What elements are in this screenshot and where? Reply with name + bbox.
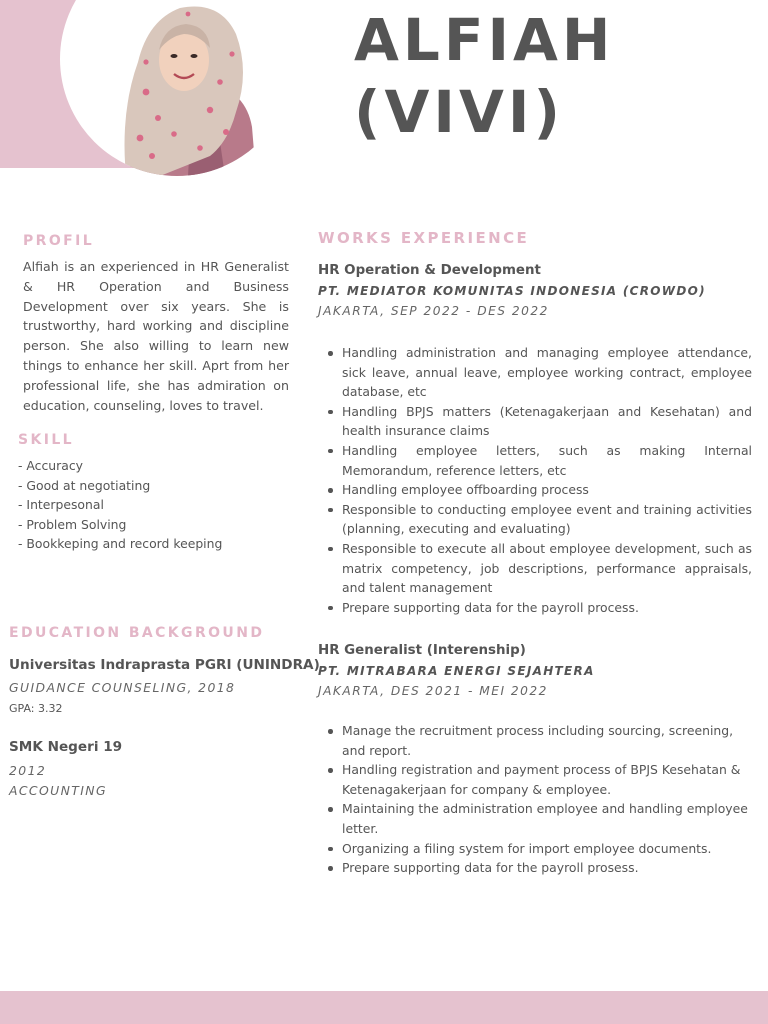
education-entry-smk: [9, 739, 309, 800]
profile-text: Alfiah is an experienced in HR Generalist & HR Operation and Business Development over six years. She is trustworthy, hard working and discipline person. She also willing to learn new things to enhance her skill. Aprt from her professional life, she has admiration on education, counseling, loves to travel.: [23, 259, 289, 413]
job-duties-list: [342, 343, 752, 617]
skill-item: - Accuracy: [18, 458, 83, 473]
job-entry-crowdo: [318, 261, 758, 321]
list-item: Handling employee letters, such as making Internal Memorandum, reference letters, etc: [342, 441, 752, 480]
education-year: 2012: [9, 763, 47, 778]
list-item: Handling administration and managing employee attendance, sick leave, annual leave, employee working contract, employee database, etc: [342, 343, 752, 402]
education-section-title: EDUCATION BACKGROUND: [9, 625, 265, 641]
job-location-date: JAKARTA, DES 2021 - MEI 2022: [318, 684, 548, 698]
job-location-date: JAKARTA, SEP 2022 - DES 2022: [318, 304, 549, 318]
experience-section-title: WORKS EXPERIENCE: [318, 229, 530, 247]
footer-bar: [0, 991, 768, 1024]
profile-photo-illustration: [60, 0, 294, 176]
job-entry-mitrabara: [318, 641, 758, 701]
skill-item: - Problem Solving: [18, 516, 127, 532]
education-school: SMK Negeri 19: [9, 739, 123, 755]
education-major: ACCOUNTING: [9, 782, 107, 798]
skill-item: - Good at negotiating: [18, 477, 151, 493]
education-school: Universitas Indraprasta PGRI (UNINDRA): [9, 657, 320, 673]
name-heading-line1: ALFIAH: [354, 6, 615, 74]
job-title: HR Operation & Development: [318, 263, 541, 278]
skill-item: - Bookkeping and record keeping: [18, 536, 223, 552]
job-duties-list: [342, 721, 752, 878]
list-item: Organizing a filing system for import employee documents.: [342, 839, 752, 859]
job-title: HR Generalist (Interenship): [318, 643, 526, 658]
list-item: Manage the recruitment process including sourcing, screening, and report.: [342, 721, 752, 760]
list-item: Prepare supporting data for the payroll process.: [342, 598, 752, 618]
list-item: Handling employee offboarding process: [342, 480, 752, 500]
job-company: PT. MEDIATOR KOMUNITAS INDONESIA (CROWDO): [318, 284, 706, 298]
education-major: GUIDANCE COUNSELING, 2018: [9, 680, 236, 695]
list-item: Responsible to execute all about employee development, such as matrix competency, job descriptions, performance appraisals, and talent management: [342, 539, 752, 598]
skill-list: [18, 456, 298, 554]
profile-section-title: PROFIL: [23, 233, 95, 249]
skill-item: - Interpesonal: [18, 497, 104, 513]
education-entry-unindra: [9, 657, 320, 715]
skill-section-title: SKILL: [18, 432, 74, 448]
list-item: Maintaining the administration employee and handling employee letter.: [342, 799, 752, 838]
job-company: PT. MITRABARA ENERGI SEJAHTERA: [318, 664, 595, 678]
list-item: Handling registration and payment process of BPJS Kesehatan & Ketenagakerjaan for company & employee.: [342, 760, 752, 799]
list-item: Prepare supporting data for the payroll prosess.: [342, 858, 752, 878]
profile-photo: [60, 0, 294, 176]
list-item: Handling BPJS matters (Ketenagakerjaan and Kesehatan) and health insurance claims: [342, 402, 752, 441]
list-item: Responsible to conducting employee event and training activities (planning, executing and evaluating): [342, 500, 752, 539]
name-heading-line2: (VIVI): [354, 78, 564, 146]
education-gpa: GPA: 3.32: [9, 701, 63, 715]
